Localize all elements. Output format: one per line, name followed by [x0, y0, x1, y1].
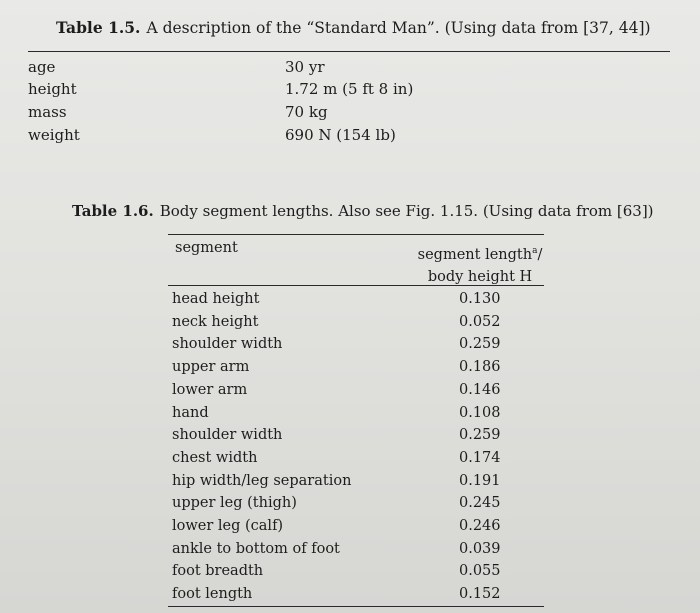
row-value: 690 N (154 lb) [285, 126, 396, 144]
segment-name: head height [172, 291, 260, 307]
table-row [172, 495, 544, 518]
table-row [172, 427, 544, 450]
table-row [172, 291, 544, 314]
segment-length: 0.191 [459, 472, 501, 489]
segment-name: hand [172, 404, 209, 421]
table-row [172, 336, 544, 359]
segment-length: 0.174 [459, 449, 501, 466]
segment-length: 0.152 [459, 586, 501, 603]
table-1-6-bottom-rule [168, 606, 544, 607]
table-row [172, 450, 544, 473]
table-row [172, 473, 544, 496]
table-row [172, 405, 544, 428]
segment-name: foot breadth [172, 563, 264, 580]
segment-length: 0.245 [459, 495, 501, 512]
segment-name: ankle to bottom of foot [172, 540, 340, 557]
row-value: 70 kg [285, 103, 328, 121]
segment-length: 0.146 [459, 381, 501, 398]
column-header-length-line2: body height H [427, 268, 533, 285]
table-1-6-top-rule [168, 234, 544, 235]
segment-name: upper arm [172, 359, 250, 376]
segment-name: chest width [172, 449, 258, 466]
table-row [28, 58, 588, 80]
row-label: height [28, 80, 77, 98]
row-value: 30 yr [285, 58, 325, 76]
segment-length: 0.246 [459, 518, 501, 534]
table-row [172, 518, 544, 541]
table-row [172, 382, 544, 405]
table-row [28, 126, 588, 148]
table-1-5-caption-text: A description of the “Standard Man”. (Using data from [37, 44]) [146, 19, 651, 37]
segment-name: lower arm [172, 381, 248, 398]
table-1-6-caption [72, 202, 654, 220]
segment-name: foot length [172, 586, 253, 603]
segment-length: 0.052 [459, 313, 501, 330]
segment-name: shoulder width [172, 336, 283, 353]
segment-length: 0.055 [459, 563, 501, 580]
column-header-segment: segment [175, 240, 238, 256]
segment-length: 0.259 [459, 336, 501, 353]
segment-name: upper leg (thigh) [172, 495, 297, 512]
segment-length: 0.186 [459, 359, 501, 376]
column-header-length [405, 240, 555, 288]
table-1-6-label: Table 1.6. [72, 202, 154, 220]
segment-length: 0.108 [459, 404, 501, 421]
row-label: age [28, 58, 56, 76]
row-value: 1.72 m (5 ft 8 in) [285, 80, 414, 98]
segment-name: neck height [172, 313, 259, 330]
table-row [172, 359, 544, 382]
table-row [28, 80, 588, 102]
column-header-length-line1: segment length [417, 246, 533, 263]
table-1-5-caption [56, 18, 651, 37]
table-1-5-rule [28, 51, 670, 52]
row-label: mass [28, 103, 67, 121]
table-1-6-header-rule [168, 285, 544, 286]
row-label: weight [28, 126, 80, 144]
column-header-slash: / [537, 246, 543, 263]
footnote-marker: a [532, 246, 538, 256]
table-1-6-caption-text: Body segment lengths. Also see Fig. 1.15. (Using data from [63]) [159, 202, 654, 220]
table-row [172, 541, 544, 564]
table-row [172, 563, 544, 586]
table-1-5-label: Table 1.5. [56, 18, 141, 37]
segment-name: hip width/leg separation [172, 472, 352, 489]
segment-length: 0.039 [459, 540, 501, 557]
table-row [28, 103, 588, 125]
segment-name: lower leg (calf) [172, 518, 284, 534]
segment-length: 0.259 [459, 427, 501, 444]
segment-length: 0.130 [459, 291, 501, 307]
segment-name: shoulder width [172, 427, 283, 444]
table-row [172, 314, 544, 337]
